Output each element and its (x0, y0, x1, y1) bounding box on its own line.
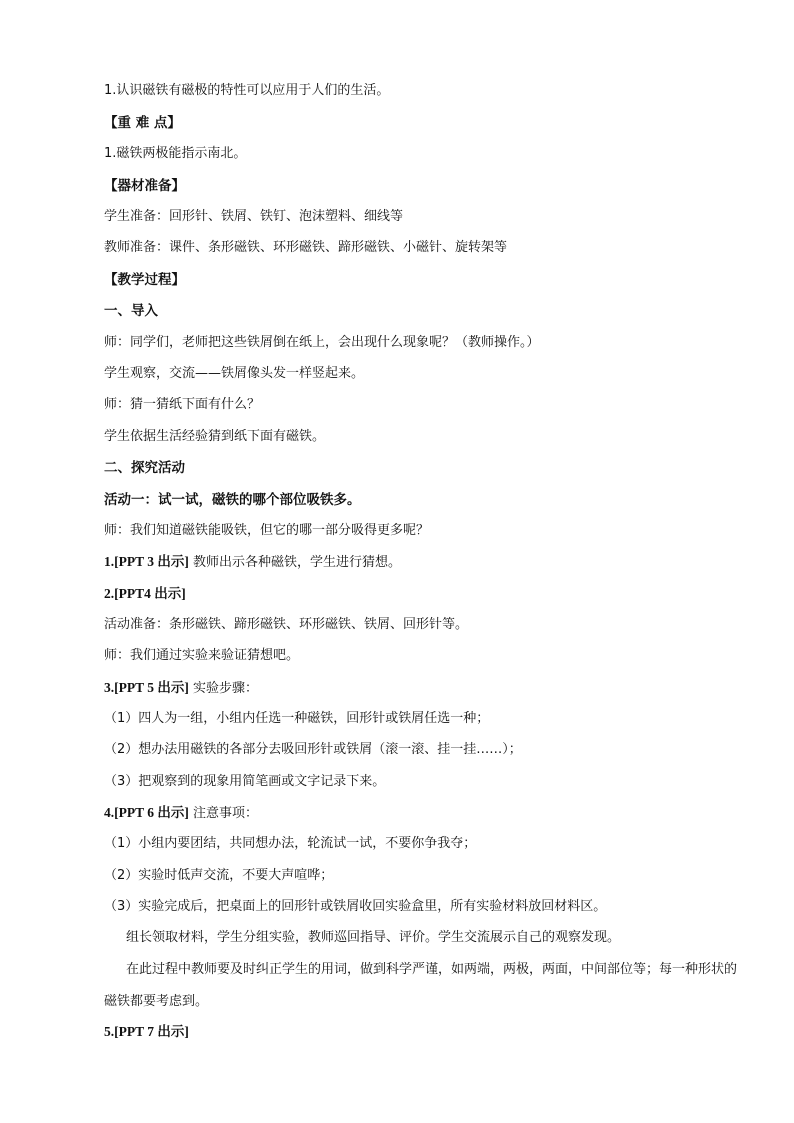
teacher-activity-question: 师：我们知道磁铁能吸铁，但它的哪一部分吸得更多呢？ (104, 523, 430, 538)
section-heading-materials: 【器材准备】 (104, 178, 185, 194)
step-3-line: （3）把观察到的现象用简笔画或文字记录下来。 (104, 774, 386, 789)
ppt6-text: 注意事项： (188, 806, 259, 821)
ppt6-ref: 4.[PPT 6 出示] (104, 805, 189, 820)
student-observation-line: 学生观察，交流——铁屑像头发一样竖起来。 (104, 366, 365, 381)
ppt6-line (104, 803, 744, 824)
ppt7-line (104, 1022, 744, 1043)
teacher-question-line: 师：同学们，老师把这些铁屑倒在纸上，会出现什么现象呢？（教师操作。） (104, 335, 540, 350)
section-heading-key-points: 【重 难 点】 (104, 115, 181, 131)
activity-one-title: 活动一：试一试，磁铁的哪个部位吸铁多。 (104, 492, 361, 508)
student-materials-line: 学生准备：回形针、铁屑、铁钉、泡沫塑料、细线等 (104, 209, 404, 224)
ppt4-line (104, 584, 744, 605)
step-2-line: （2）想办法用磁铁的各部分去吸回形针或铁屑（滚一滚、挂一挂……）； (104, 742, 522, 757)
ppt3-text: 教师出示各种磁铁，学生进行猜想。 (188, 555, 402, 570)
note-1-line: （1）小组内要团结，共同想办法，轮流试一试，不要你争我夺； (104, 836, 477, 851)
subheading-introduction: 一、导入 (104, 303, 158, 319)
student-guess-line: 学生依据生活经验猜到纸下面有磁铁。 (104, 429, 326, 444)
step-1-line: （1）四人为一组，小组内任选一种磁铁，回形针或铁屑任选一种； (104, 711, 490, 726)
group-work-line: 组长领取材料，学生分组实验，教师巡回指导、评价。学生交流展示自己的观察发现。 (126, 930, 621, 945)
teacher-verify-line: 师：我们通过实验来验证猜想吧。 (104, 648, 300, 663)
section-heading-process: 【教学过程】 (104, 272, 185, 288)
activity-materials-line: 活动准备：条形磁铁、蹄形磁铁、环形磁铁、铁屑、回形针等。 (104, 617, 469, 632)
teacher-materials-line: 教师准备：课件、条形磁铁、环形磁铁、蹄形磁铁、小磁针、旋转架等 (104, 240, 508, 255)
key-point-line: 1.磁铁两极能指示南北。 (104, 146, 247, 161)
ppt4-ref: 2.[PPT4 出示] (104, 586, 186, 601)
ppt5-ref: 3.[PPT 5 出示] (104, 680, 189, 695)
subheading-exploration: 二、探究活动 (104, 460, 185, 476)
teacher-guess-line: 师：猜一猜纸下面有什么？ (104, 397, 261, 412)
ppt7-ref: 5.[PPT 7 出示] (104, 1024, 189, 1039)
ppt3-line (104, 552, 744, 573)
teacher-correction-paragraph: 在此过程中教师要及时纠正学生的用词，做到科学严谨，如两端，两极，两面，中间部位等；每一种形状的磁铁都要考虑到。 (104, 962, 738, 1009)
ppt5-line (104, 678, 744, 699)
note-3-line: （3）实验完成后，把桌面上的回形针或铁屑收回实验盒里，所有实验材料放回材料区。 (104, 899, 607, 914)
ppt5-text: 实验步骤： (188, 681, 259, 696)
objective-line: 1.认识磁铁有磁极的特性可以应用于人们的生活。 (104, 83, 390, 98)
ppt3-ref: 1.[PPT 3 出示] (104, 554, 189, 569)
note-2-line: （2）实验时低声交流，不要大声喧哗； (104, 868, 334, 883)
